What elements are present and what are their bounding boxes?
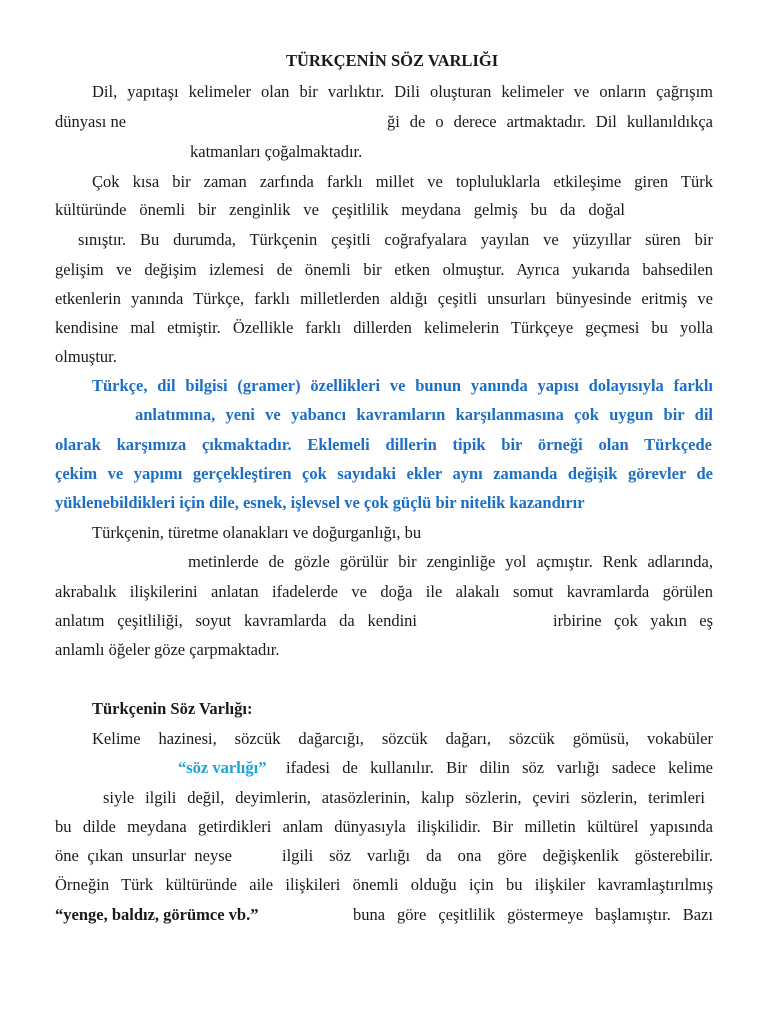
p5-line4: bu dilde meydana getirdikleri anlam dünyasıyla ilişkilidir. Bir milletin kültürel yapısında <box>55 817 713 836</box>
p5-line7-end: buna göre çeşitlilik göstermeye başlamıştır. Bazı <box>353 905 713 924</box>
p3-line1: Türkçe, dil bilgisi (gramer) özellikleri ve bunun yanında yapısı dolayısıyla farklı <box>92 376 713 395</box>
p2-line6: kendisine mal etmiştir. Özellikle farklı dillerden kelimelerin Türkçeye geçmesi bu yolla <box>55 318 713 337</box>
p4-line4-start: anlatım çeşitliliği, soyut kavramlarda da kendini <box>55 611 417 630</box>
p2-line5: etkenlerin yanında Türkçe, farklı milletlerden aldığı çeşitli unsurları bünyesinde eritmiş ve <box>55 289 713 308</box>
p2-line3: sınıştır. Bu durumda, Türkçenin çeşitli coğrafyalara yayılan ve yüzyıllar süren bir <box>78 230 713 249</box>
p1-line3: katmanları çoğalmaktadır. <box>190 142 363 161</box>
page-title: TÜRKÇENİN SÖZ VARLIĞI <box>286 51 499 70</box>
p1-line2-start: dünyası ne <box>55 112 127 131</box>
p1-line2-end: ği de o derece artmaktadır. Dil kullanıldıkça <box>387 112 713 131</box>
p5-line1: Kelime hazinesi, sözcük dağarcığı, sözcük dağarı, sözcük gömüsü, vokabüler <box>92 729 713 748</box>
p2-line2: kültüründe önemli bir zenginlik ve çeşitlilik meydana gelmiş bu da doğal <box>55 200 625 219</box>
p5-line6: Örneğin Türk kültüründe aile ilişkileri önemli olduğu için bu ilişkiler kavramlaştırılmış <box>55 875 713 894</box>
p5-line5-end: ilgili söz varlığı da ona göre değişkenlik gösterebilir. <box>282 846 713 865</box>
p4-line1: Türkçenin, türetme olanakları ve doğurganlığı, bu <box>92 523 422 542</box>
p3-line3: olarak karşımıza çıkmaktadır. Eklemeli dillerin tipik bir örneği olan Türkçede <box>55 435 712 454</box>
p3-line2: anlatımına, yeni ve yabancı kavramların karşılanmasına çok uygun bir dil <box>135 405 713 424</box>
p5-line2-end: ifadesi de kullanılır. Bir dilin söz varlığı sadece kelime <box>286 758 713 777</box>
p5-line7-bold: “yenge, baldız, görümce vb.” <box>55 905 259 924</box>
p5-line3: siyle ilgili değil, deyimlerin, atasözlerinin, kalıp sözlerin, çeviri sözlerin, terimleri <box>103 788 705 807</box>
p2-line4: gelişim ve değişim izlemesi de önemli bir etken olmuştur. Ayrıca yukarıda bahsedilen <box>55 260 713 279</box>
p3-line5: yüklenebildikleri için dile, esnek, işlevsel ve çok güçlü bir nitelik kazandırır <box>55 493 585 512</box>
section-heading: Türkçenin Söz Varlığı: <box>92 699 253 718</box>
p4-line4-end: irbirine çok yakın eş <box>553 611 713 630</box>
p4-line2: metinlerde de gözle görülür bir zenginliğe yol açmıştır. Renk adlarında, <box>188 552 713 571</box>
p3-line4: çekim ve yapımı gerçekleştiren çok sayıdaki ekler aynı zamanda değişik görevler de <box>55 464 713 483</box>
p4-line3: akrabalık ilişkilerini anlatan ifadelerde ve doğa ile alakalı somut kavramlarda görülen <box>55 582 713 601</box>
p5-line5-start: öne çıkan unsurlar neyse <box>55 846 232 865</box>
p5-quote: “söz varlığı” <box>178 758 267 777</box>
p2-line7: olmuştur. <box>55 347 117 366</box>
p4-line5: anlamlı öğeler göze çarpmaktadır. <box>55 640 280 659</box>
p2-line1: Çok kısa bir zaman zarfında farklı millet ve topluluklarla etkileşime giren Türk <box>92 172 713 191</box>
p1-line1: Dil, yapıtaşı kelimeler olan bir varlıktır. Dili oluşturan kelimeler ve onların çağrışım <box>92 82 713 101</box>
